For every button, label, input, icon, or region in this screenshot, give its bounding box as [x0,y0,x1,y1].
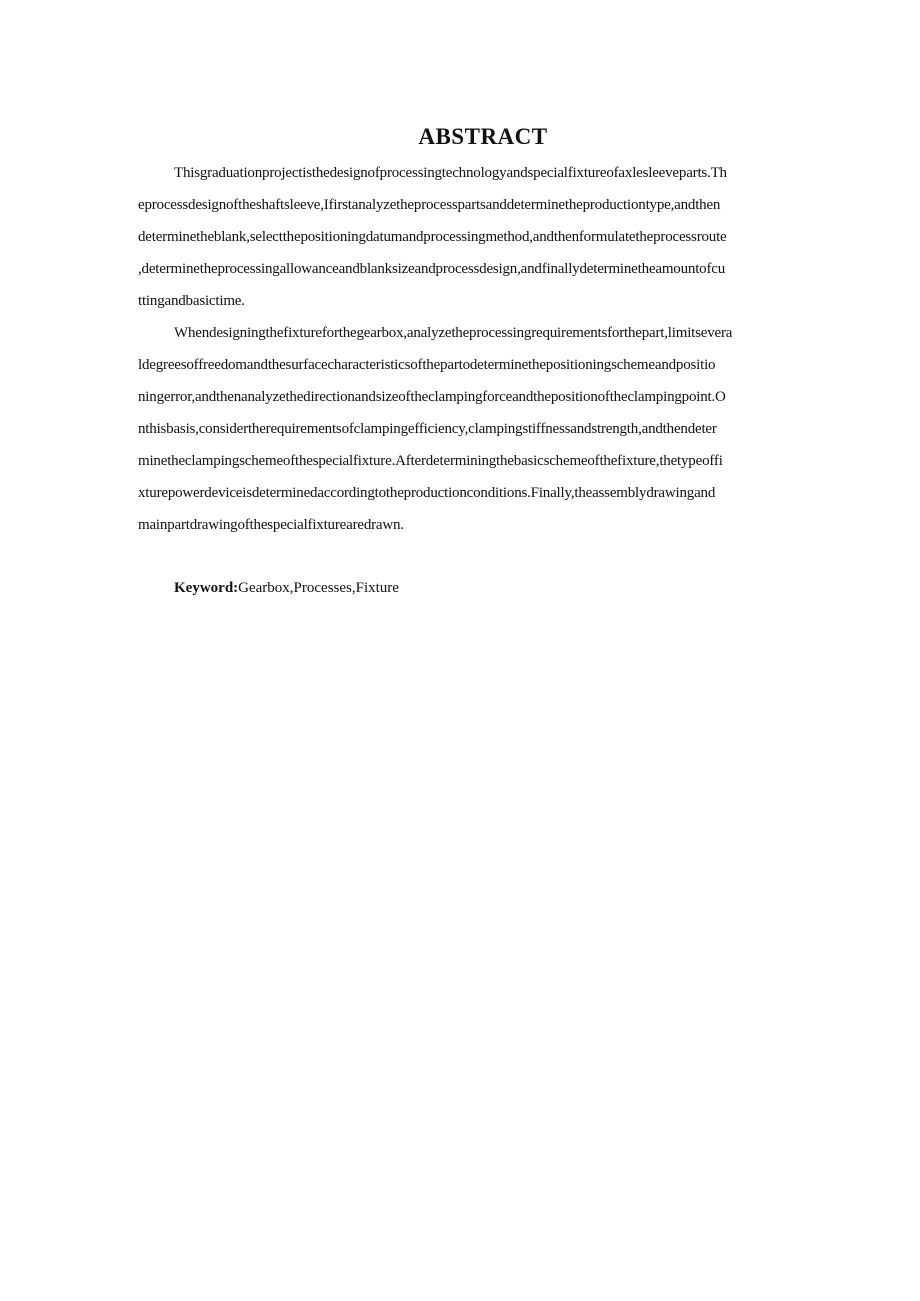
paragraph-line: mainpartdrawingofthespecialfixturearedrawn. [138,517,404,533]
abstract-paragraph-1 [138,157,828,317]
paragraph-line: eprocessdesignoftheshaftsleeve,Ifirstanalyzetheprocesspartsanddeterminetheproductiontype,andthen [138,197,721,213]
paragraph-line: minetheclampingschemeofthespecialfixture.Afterdeterminingthebasicschemeofthefixture,thetypeoffi [138,453,723,469]
paragraph-line: ningerror,andthenanalyzethedirectionandsizeoftheclampingforceandthepositionoftheclampingpoint.O [138,389,726,405]
paragraph-line: Whendesigningthefixtureforthegearbox,analyzetheprocessingrequirementsforthepart,limitsevera [174,325,733,341]
abstract-title: ABSTRACT [418,124,548,149]
paragraph-line: determinetheblank,selectthepositioningdatumandprocessingmethod,andthenformulatetheprocessroute [138,229,727,245]
paragraph-line: Thisgraduationprojectisthedesignofprocessingtechnologyandspecialfixtureofaxlesleeveparts.Th [174,165,727,181]
paragraph-line: ,determinetheprocessingallowanceandblanksizeandprocessdesign,andfinallydeterminetheamountofcu [138,261,726,277]
paragraph-line: nthisbasis,considertherequirementsofclampingefficiency,clampingstiffnessandstrength,andthendeter [138,421,717,437]
keywords-label: Keyword: [174,580,239,596]
keywords-value: Gearbox,Processes,Fixture [238,580,399,596]
paragraph-line: ldegreesoffreedomandthesurfacecharacteristicsofthepartodeterminethepositioningschemeandpositio [138,357,716,373]
paragraph-line: xturepowerdeviceisdeterminedaccordingtotheproductionconditions.Finally,theassemblydrawingand [138,485,716,501]
keywords-line [174,574,399,602]
abstract-paragraph-2 [138,317,828,541]
abstract-body [138,157,828,541]
paragraph-line: ttingandbasictime. [138,293,245,309]
